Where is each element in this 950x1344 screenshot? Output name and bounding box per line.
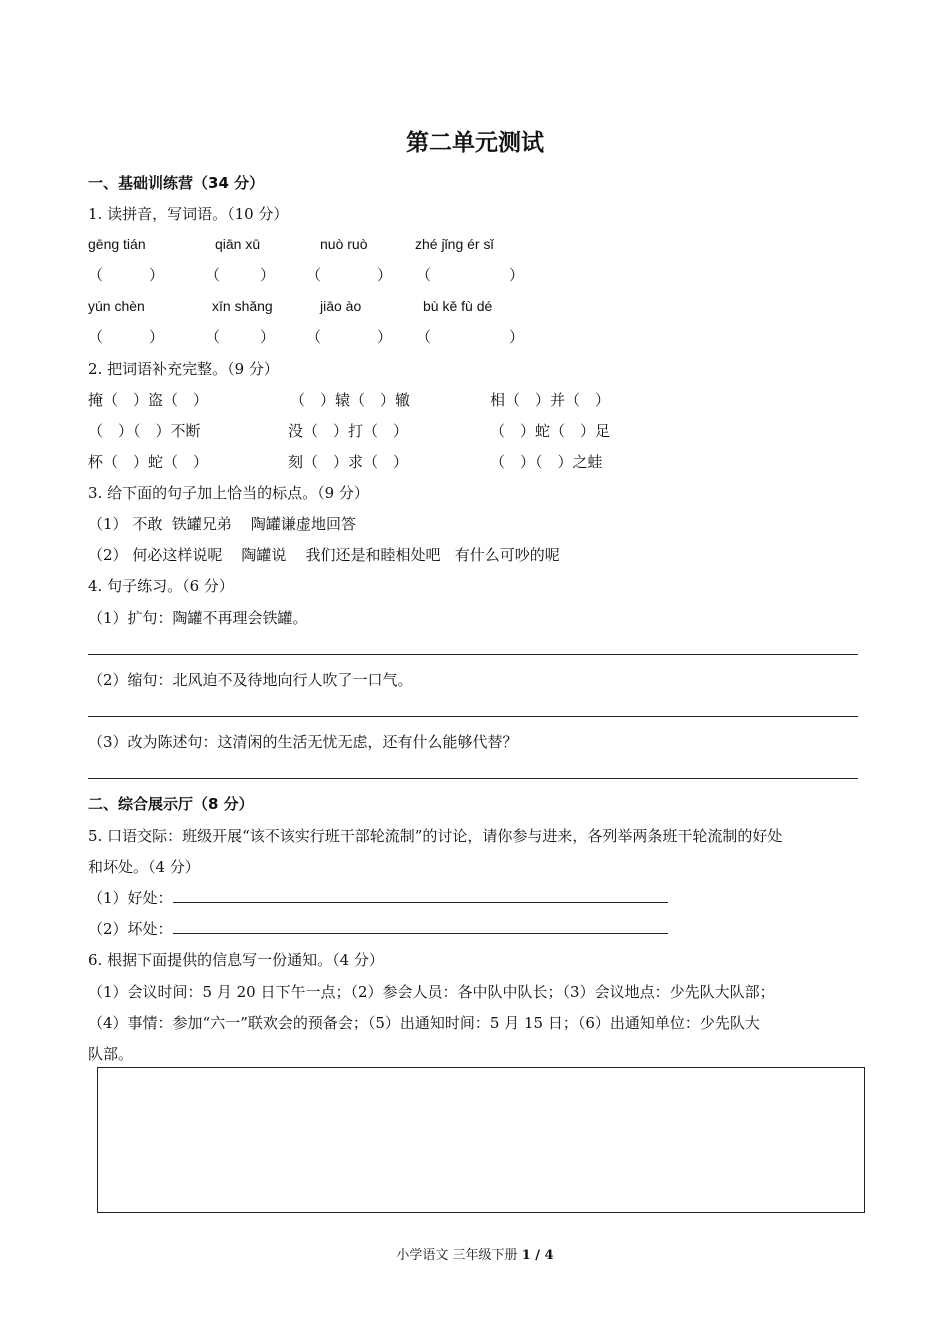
notice-answer-box[interactable]: [97, 1067, 865, 1213]
answer-line[interactable]: [88, 654, 858, 655]
pinyin-7: jiāo ào: [320, 298, 362, 314]
answer-paren[interactable]: （ ）: [88, 266, 165, 284]
q6-line3: 队部。: [88, 1045, 134, 1063]
q4-item-3: （3）改为陈述句：这清闲的生活无忧无虑，还有什么能够代替？: [88, 733, 518, 751]
answer-paren[interactable]: （ ）: [306, 328, 393, 346]
q3-item-1: （1） 不敢 铁罐兄弟 陶罐谦虚地回答: [88, 515, 356, 533]
q5-prompt-line1: 5. 口语交际：班级开展“该不该实行班干部轮流制”的讨论，请你参与进来，各列举两条班干轮流制的好处: [88, 827, 783, 845]
page-footer: 小学语文 三年级下册 1 / 4: [396, 1248, 554, 1263]
q5-prompt-line2: 和坏处。（4 分）: [88, 858, 200, 876]
q5-bad: （2）坏处：: [88, 918, 668, 939]
answer-line[interactable]: [88, 716, 858, 717]
answer-line[interactable]: [173, 919, 668, 934]
idiom-blank[interactable]: （ ）辕（ ）辙: [290, 391, 411, 409]
page-number: 1 / 4: [521, 1248, 554, 1263]
answer-line[interactable]: [88, 778, 858, 779]
q3-item-2: （2） 何必这样说呢 陶罐说 我们还是和睦相处吧 有什么可吵的呢: [88, 546, 560, 564]
pinyin-6: xīn shǎng: [212, 298, 273, 314]
answer-paren[interactable]: （ ）: [205, 328, 276, 346]
q5-good: （1）好处：: [88, 887, 668, 908]
answer-paren[interactable]: （ ）: [205, 266, 276, 284]
answer-paren[interactable]: （ ）: [88, 328, 165, 346]
pinyin-2: qiān xū: [215, 236, 261, 252]
section-1-heading: 一、基础训练营（34 分）: [88, 174, 265, 192]
q6-line1: （1）会议时间：5 月 20 日下午一点；（2）参会人员：各中队中队长；（3）会议地点：少先队大队部；: [88, 983, 775, 1001]
idiom-blank[interactable]: 刻（ ）求（ ）: [288, 453, 409, 471]
idiom-blank[interactable]: 相（ ）并（ ）: [490, 391, 611, 409]
pinyin-8: bù kě fù dé: [423, 298, 493, 314]
pinyin-5: yún chèn: [88, 298, 145, 314]
answer-paren[interactable]: （ ）: [306, 266, 393, 284]
pinyin-3: nuò ruò: [320, 236, 368, 252]
q3-prompt: 3. 给下面的句子加上恰当的标点。（9 分）: [88, 484, 369, 502]
pinyin-4: zhé jǐng ér sǐ: [415, 236, 494, 252]
idiom-blank[interactable]: 杯（ ）蛇（ ）: [88, 453, 209, 471]
section-2-heading: 二、综合展示厅（8 分）: [88, 795, 254, 813]
answer-paren[interactable]: （ ）: [416, 328, 525, 346]
q4-item-2: （2）缩句：北风迫不及待地向行人吹了一口气。: [88, 671, 413, 689]
idiom-blank[interactable]: 掩（ ）盗（ ）: [88, 391, 209, 409]
q4-item-1: （1）扩句：陶罐不再理会铁罐。: [88, 609, 308, 627]
idiom-blank[interactable]: （ ）（ ）之蛙: [490, 453, 603, 471]
pinyin-1: gēng tián: [88, 236, 146, 252]
idiom-blank[interactable]: （ ）蛇（ ）足: [490, 422, 611, 440]
q2-prompt: 2. 把词语补充完整。（9 分）: [88, 360, 279, 378]
idiom-blank[interactable]: （ ）（ ）不断: [88, 422, 201, 440]
answer-line[interactable]: [173, 888, 668, 903]
idiom-blank[interactable]: 没（ ）打（ ）: [288, 422, 409, 440]
q6-line2: （4）事情：参加“六一”联欢会的预备会；（5）出通知时间：5 月 15 日；（6）出通知单位：少先队大: [88, 1014, 760, 1032]
answer-paren[interactable]: （ ）: [416, 266, 525, 284]
q6-prompt: 6. 根据下面提供的信息写一份通知。（4 分）: [88, 951, 384, 969]
page-title: 第二单元测试: [406, 130, 544, 156]
q4-prompt: 4. 句子练习。（6 分）: [88, 577, 234, 595]
q1-prompt: 1. 读拼音，写词语。（10 分）: [88, 205, 289, 223]
